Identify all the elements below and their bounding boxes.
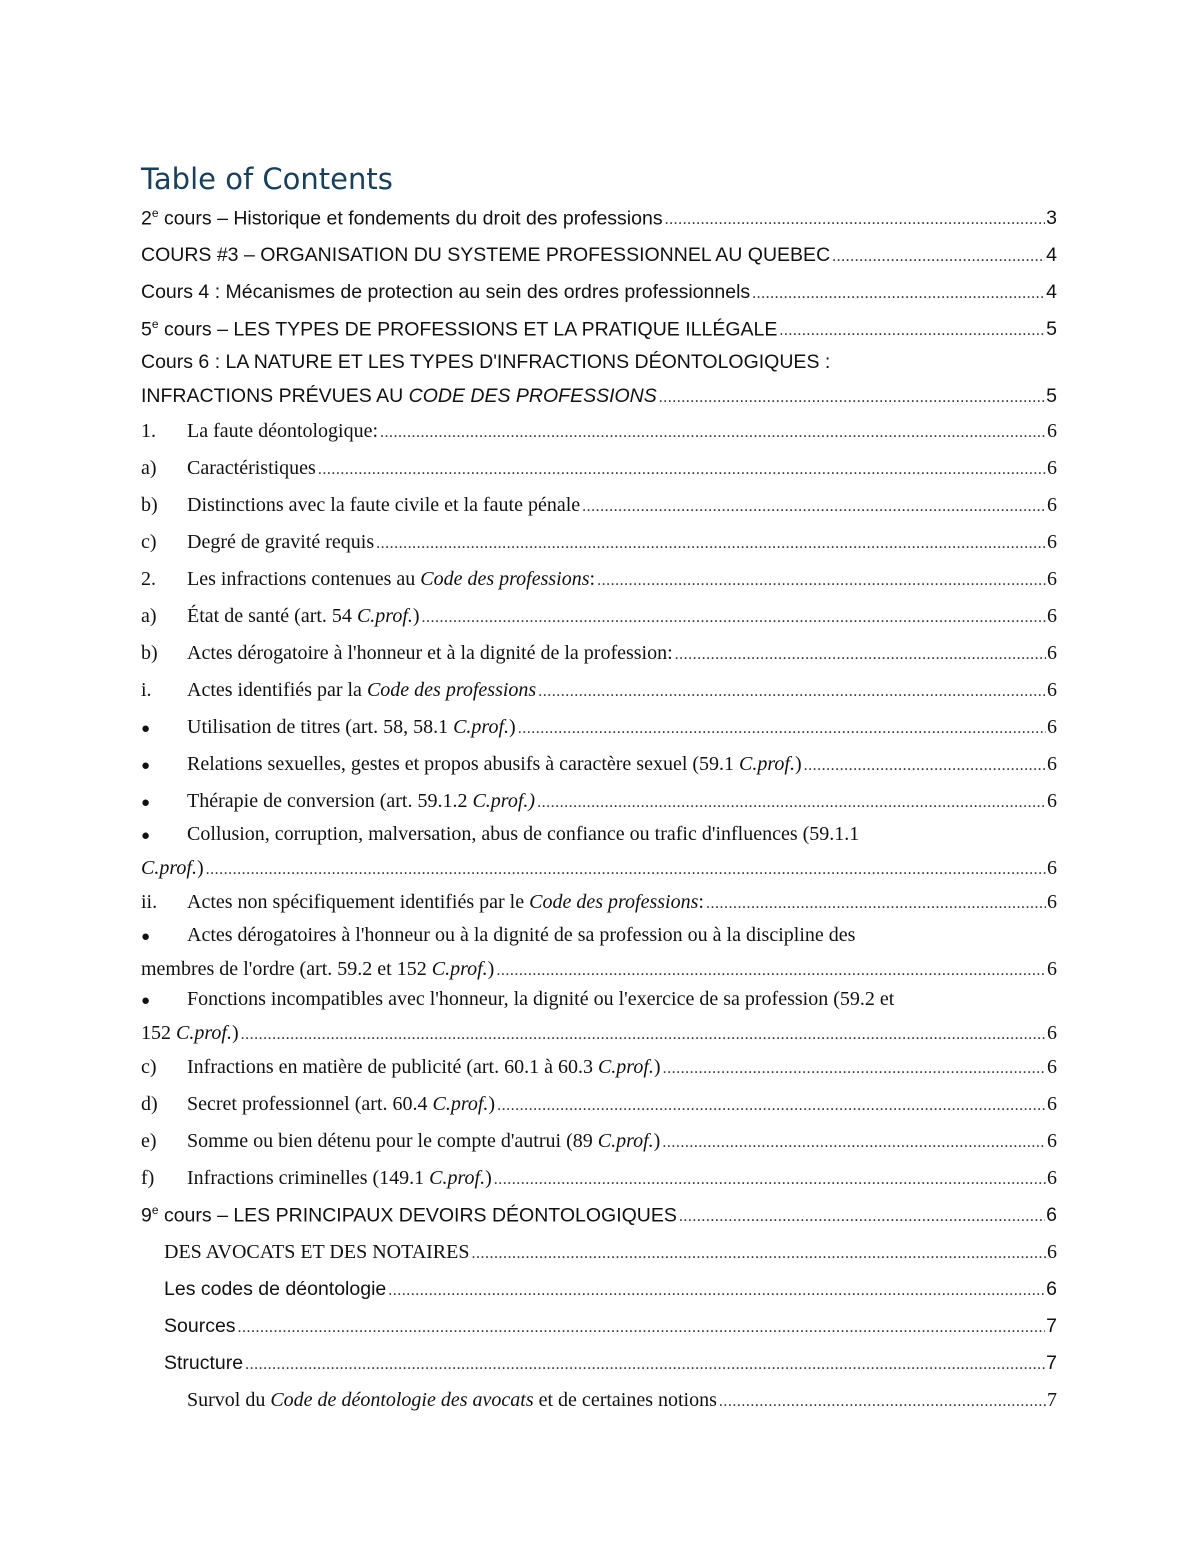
toc-entry-text: Structure: [164, 1352, 244, 1374]
toc-entry-text: ): [794, 753, 802, 775]
toc-entry-text: DES AVOCATS ET DES NOTAIRES: [164, 1241, 470, 1263]
list-marker: f): [141, 1167, 155, 1189]
toc-page-number: 5: [1046, 318, 1057, 340]
toc-entry-line: [164, 1275, 1057, 1305]
dot-leader: [238, 1314, 1046, 1342]
toc-page-number: 6: [1047, 958, 1057, 980]
toc-entry-italic-text: C.prof.: [739, 753, 795, 775]
toc-entry[interactable]: [164, 1271, 1057, 1305]
toc-entry[interactable]: [164, 1345, 1057, 1379]
toc-entry-line: [141, 241, 1057, 271]
bullet-marker: ●: [141, 993, 151, 1009]
toc-page-number: 6: [1047, 679, 1057, 701]
list-marker: c): [141, 531, 157, 553]
bullet-marker: ●: [141, 795, 151, 811]
toc-entry-superscript: e: [151, 1202, 159, 1217]
toc-entry-line: [141, 676, 1057, 706]
toc-entry-line: [141, 1053, 1057, 1083]
dot-leader: [679, 1203, 1045, 1231]
toc-entry-superscript: e: [151, 205, 159, 220]
toc-entry-text: ): [412, 605, 420, 627]
list-marker: i.: [141, 679, 152, 701]
toc-entry-title: [141, 382, 657, 410]
toc-entry-text: membres de l'ordre (art. 59.2 et 152: [141, 958, 432, 980]
toc-page-number: 5: [1046, 385, 1057, 407]
toc-page-number: 6: [1046, 1278, 1057, 1300]
toc-entry[interactable]: [187, 1382, 1057, 1416]
toc-entry-title: [141, 854, 204, 882]
bullet-marker: ●: [141, 828, 151, 844]
toc-entry-text: ): [487, 958, 495, 980]
toc-entry[interactable]: [141, 783, 1057, 817]
toc-entry-title: [187, 454, 316, 482]
toc-entry-text: Sources: [164, 1315, 236, 1337]
toc-entry-line: [141, 382, 1057, 412]
toc-entry-text: Utilisation de titres (art. 58, 58.1: [187, 716, 454, 738]
toc-entry[interactable]: [141, 1086, 1057, 1120]
toc-entry-line: [141, 955, 1057, 985]
toc-entry-text: Fonctions incompatibles avec l'honneur, la dignité ou l'exercice de sa profession (59.2 et: [187, 988, 895, 1010]
toc-entry-line: [141, 199, 1057, 235]
toc-entry-first-line: [141, 820, 859, 850]
toc-entry-text: cours – Historique et fondements du droit des professions: [158, 207, 663, 229]
toc-entry[interactable]: [141, 524, 1057, 558]
dot-leader: [245, 1351, 1045, 1379]
dot-leader: [380, 419, 1046, 447]
toc-entry[interactable]: [141, 985, 1057, 1049]
toc-entry[interactable]: [141, 1160, 1057, 1194]
list-marker: b): [141, 494, 158, 516]
toc-entry-title: [141, 310, 777, 344]
dot-leader: [538, 678, 1046, 706]
toc-entry[interactable]: [164, 1234, 1057, 1268]
toc-entry-text: :: [698, 891, 704, 913]
toc-entry-title: [187, 417, 378, 445]
toc-entry-title: [164, 1349, 243, 1377]
toc-entry-text: et de certaines notions: [533, 1389, 717, 1411]
toc-entry[interactable]: [141, 820, 1057, 884]
toc-page-number: 7: [1046, 1352, 1057, 1374]
toc-page-number: 6: [1047, 891, 1057, 913]
toc-entry[interactable]: [141, 237, 1057, 271]
toc-page-number: 7: [1047, 1389, 1057, 1411]
toc-page-number: 6: [1047, 1056, 1057, 1078]
toc-entry-text: Actes identifiés par la: [187, 679, 367, 701]
dot-leader: [518, 715, 1046, 743]
toc-entry-italic-text: C.prof.: [597, 1130, 654, 1152]
toc-entry-line: [141, 1090, 1057, 1120]
toc-entry-title: [187, 676, 536, 704]
bullet-marker: ●: [141, 758, 151, 774]
toc-entry-text: ): [231, 1022, 239, 1044]
toc-entry-italic-text: Code des professions: [366, 679, 537, 701]
list-marker: 1.: [141, 420, 156, 442]
toc-entry-title: [187, 491, 580, 519]
toc-entry-italic-text: C.prof.: [356, 605, 413, 627]
dot-leader: [663, 1055, 1046, 1083]
toc-entry-title: [187, 750, 802, 778]
toc-entry[interactable]: [141, 200, 1057, 234]
toc-page-number: 6: [1047, 531, 1057, 553]
toc-entry-italic-text: C.prof.: [431, 958, 488, 980]
dot-leader: [675, 641, 1046, 669]
dot-leader: [804, 752, 1046, 780]
toc-entry-text: 9: [141, 1204, 152, 1226]
toc-entry-title: [187, 1053, 661, 1081]
toc-entry[interactable]: [141, 311, 1057, 345]
list-marker: 2.: [141, 568, 156, 590]
toc-entry-italic-text: C.prof.: [176, 1022, 232, 1044]
dot-leader: [719, 1388, 1046, 1416]
toc-entry-line: [164, 1238, 1057, 1268]
toc-entry-line: [187, 1386, 1057, 1416]
dot-leader: [422, 604, 1046, 632]
toc-entry-text: Cours 4 : Mécanismes de protection au sein des ordres professionnels: [141, 281, 751, 303]
toc-entry[interactable]: [141, 561, 1057, 595]
toc-entry[interactable]: [164, 1308, 1057, 1342]
toc-entry-text: ): [485, 1167, 492, 1189]
toc-entry-text: État de santé (art. 54: [187, 605, 357, 627]
toc-title: Table of Contents: [141, 162, 393, 196]
toc-entry-title: [187, 713, 516, 741]
toc-entry-text: ): [653, 1056, 661, 1078]
toc-entry[interactable]: [141, 1049, 1057, 1083]
dot-leader: [597, 567, 1046, 595]
dot-leader: [388, 1277, 1045, 1305]
toc-entry-first-line: [141, 985, 894, 1015]
toc-entry-title: [141, 955, 494, 983]
toc-entry-title: [187, 888, 704, 916]
toc-entry[interactable]: [141, 450, 1057, 484]
list-marker: ii.: [141, 891, 158, 913]
toc-entry-line: [141, 639, 1057, 669]
toc-entry-text: cours – LES PRINCIPAUX DEVOIRS DÉONTOLOGIQUES: [158, 1204, 677, 1226]
toc-entry-line: [164, 1349, 1057, 1379]
dot-leader: [659, 384, 1045, 412]
dot-leader: [471, 1240, 1046, 1268]
toc-entry-title: [141, 1019, 239, 1047]
bullet-marker: ●: [141, 929, 151, 945]
dot-leader: [494, 1166, 1046, 1194]
toc-entry-title: [187, 1164, 492, 1192]
list-marker: e): [141, 1130, 157, 1152]
dot-leader: [537, 789, 1046, 817]
toc-entry-title: [187, 1127, 660, 1155]
dot-leader: [206, 856, 1046, 884]
dot-leader: [497, 1092, 1046, 1120]
toc-entry-line: [141, 417, 1057, 447]
toc-entry-text: Survol du: [187, 1389, 271, 1411]
toc-entry-text: Thérapie de conversion (art. 59.1.2: [187, 790, 473, 812]
toc-entry[interactable]: [141, 635, 1057, 669]
toc-entry-text: Actes non spécifiquement identifiés par le: [187, 891, 530, 913]
toc-entry-title: [164, 1238, 469, 1266]
dot-leader: [582, 493, 1046, 521]
toc-entry-line: [141, 454, 1057, 484]
toc-page-number: 6: [1047, 790, 1057, 812]
toc-entry-text: La faute déontologique:: [187, 420, 379, 442]
list-marker: a): [141, 457, 157, 479]
toc-page-number: 6: [1047, 457, 1057, 479]
toc-entry-line: [141, 713, 1057, 743]
toc-entry-title: [141, 1196, 677, 1230]
toc-entry[interactable]: [141, 672, 1057, 706]
toc-entry-text: Relations sexuelles, gestes et propos abusifs à caractère sexuel (59.1: [187, 753, 740, 775]
toc-entry-line: [141, 1127, 1057, 1157]
toc-entry-title: [187, 787, 535, 815]
toc-entry-text: ): [509, 716, 516, 738]
list-marker: d): [141, 1093, 158, 1115]
list-marker: a): [141, 605, 157, 627]
toc-page-number: 4: [1046, 281, 1057, 303]
toc-entry-text: Infractions en matière de publicité (art. 60.1 à 60.3: [187, 1056, 598, 1078]
toc-entry[interactable]: [141, 487, 1057, 521]
toc-entry-text: Caractéristiques: [187, 457, 316, 479]
dot-leader: [241, 1021, 1046, 1049]
toc-page-number: 6: [1047, 857, 1057, 879]
toc-entry-italic-text: C.prof.: [141, 857, 197, 879]
toc-entry-line: [141, 888, 1057, 918]
toc-entry-text: Les codes de déontologie: [164, 1278, 387, 1300]
toc-entry[interactable]: [141, 413, 1057, 447]
toc-page-number: 6: [1047, 716, 1057, 738]
toc-entry-text: ): [653, 1130, 661, 1152]
toc-entry-text: Distinctions avec la faute civile et la faute pénale: [187, 494, 581, 516]
toc-entry-text: ): [196, 857, 204, 879]
toc-entry[interactable]: [141, 598, 1057, 632]
toc-entry[interactable]: [141, 709, 1057, 743]
toc-entry-text: INFRACTIONS PRÉVUES AU: [141, 385, 409, 407]
toc-entry[interactable]: [141, 746, 1057, 780]
toc-page-number: 6: [1047, 1241, 1057, 1263]
toc-entry-text: Les infractions contenues au: [187, 568, 421, 590]
toc-entry-italic-text: C.prof.: [429, 1167, 486, 1189]
toc-entry-title: [141, 241, 830, 269]
toc-entry-title: [187, 602, 420, 630]
toc-entry-title: [141, 278, 750, 306]
toc-entry-text: cours – LES TYPES DE PROFESSIONS ET LA PRATIQUE ILLÉGALE: [158, 318, 778, 340]
toc-entry-line: [141, 278, 1057, 308]
toc-entry-text: :: [589, 568, 596, 590]
toc-page-number: 7: [1046, 1315, 1057, 1337]
toc-entry-text: Degré de gravité requis: [187, 531, 375, 553]
dot-leader: [376, 530, 1046, 558]
toc-entry-text: Cours 6 : LA NATURE ET LES TYPES D'INFRACTIONS DÉONTOLOGIQUES :: [141, 351, 831, 373]
toc-entry-italic-text: C.prof.: [453, 716, 510, 738]
toc-entry-text: Somme ou bien détenu pour le compte d'autrui (89: [187, 1130, 598, 1152]
toc-entry-italic-text: C.prof.: [597, 1056, 654, 1078]
dot-leader: [779, 317, 1045, 345]
toc-entry[interactable]: [141, 274, 1057, 308]
toc-entry-italic-text: C.prof.): [472, 790, 536, 812]
toc-entry[interactable]: [141, 884, 1057, 918]
dot-leader: [706, 890, 1046, 918]
toc-entry-first-line: [141, 921, 855, 951]
toc-entry-line: [141, 854, 1057, 884]
toc-entry-title: [187, 639, 673, 667]
list-marker: b): [141, 642, 158, 664]
toc-entry[interactable]: [141, 1197, 1057, 1231]
toc-entry[interactable]: [141, 348, 1057, 412]
toc-entry-text: Actes dérogatoire à l'honneur et à la dignité de la profession:: [187, 642, 673, 664]
toc-entry-italic-text: C.prof.: [432, 1093, 489, 1115]
toc-page-number: 6: [1047, 1093, 1057, 1115]
toc-page-number: 4: [1046, 244, 1057, 266]
toc-entry-line: [141, 528, 1057, 558]
toc-entry-line: [141, 310, 1057, 346]
toc-entry-italic-text: Code des professions: [420, 568, 590, 590]
toc-entry-text: Actes dérogatoires à l'honneur ou à la dignité de sa profession ou à la discipline des: [187, 924, 856, 946]
toc-page-number: 6: [1047, 494, 1057, 516]
toc-entry-line: [141, 787, 1057, 817]
toc-entry-superscript: e: [151, 316, 159, 331]
dot-leader: [662, 1129, 1046, 1157]
toc-entry-title: [164, 1312, 236, 1340]
toc-entry-title: [187, 1090, 495, 1118]
toc-page-number: 6: [1047, 605, 1057, 627]
bullet-marker: ●: [141, 721, 151, 737]
toc-entry-text: COURS #3 – ORGANISATION DU SYSTEME PROFESSIONNEL AU QUEBEC: [141, 244, 831, 266]
toc-entry-text: Infractions criminelles (149.1: [187, 1167, 430, 1189]
dot-leader: [496, 957, 1046, 985]
toc-entry-line: [141, 1196, 1057, 1232]
toc-entry-text: Collusion, corruption, malversation, abus de confiance ou trafic d'influences (59.1.1: [187, 823, 860, 845]
toc-page-number: 6: [1047, 1130, 1057, 1152]
dot-leader: [318, 456, 1046, 484]
dot-leader: [665, 206, 1046, 234]
toc-entry-italic-text: Code de déontologie des avocats: [270, 1389, 534, 1411]
toc-entry-line: [141, 1164, 1057, 1194]
toc-entry-line: [164, 1312, 1057, 1342]
list-marker: c): [141, 1056, 157, 1078]
toc-entry-line: [141, 1019, 1057, 1049]
toc-entry-italic-text: CODE DES PROFESSIONS: [408, 385, 657, 407]
toc-entry[interactable]: [141, 921, 1057, 985]
toc-entry-title: [187, 565, 595, 593]
toc-entry-text: 152: [141, 1022, 176, 1044]
toc-entry-text: 2: [141, 207, 152, 229]
toc-entry-title: [187, 1386, 717, 1414]
dot-leader: [832, 243, 1045, 271]
dot-leader: [752, 280, 1045, 308]
toc-entry[interactable]: [141, 1123, 1057, 1157]
toc-entry-title: [164, 1275, 386, 1303]
toc-entry-first-line: [141, 348, 830, 376]
toc-page-number: 6: [1046, 1204, 1057, 1226]
toc-entry-line: [141, 565, 1057, 595]
toc-entry-text: ): [488, 1093, 496, 1115]
toc-entry-line: [141, 750, 1057, 780]
toc-entry-title: [187, 528, 374, 556]
toc-page-number: 6: [1047, 642, 1057, 664]
toc-page-number: 6: [1047, 420, 1057, 442]
toc-entry-text: Secret professionnel (art. 60.4: [187, 1093, 433, 1115]
toc-entry-line: [141, 602, 1057, 632]
toc-entry-title: [141, 199, 663, 233]
toc-entry-line: [141, 491, 1057, 521]
toc-page-number: 6: [1047, 1022, 1057, 1044]
toc-entry-text: 5: [141, 318, 152, 340]
toc-page-number: 6: [1047, 753, 1057, 775]
toc-entry-italic-text: Code des professions: [529, 891, 699, 913]
toc-page-number: 6: [1047, 1167, 1057, 1189]
toc-page-number: 6: [1047, 568, 1057, 590]
toc-page-number: 3: [1046, 207, 1057, 229]
